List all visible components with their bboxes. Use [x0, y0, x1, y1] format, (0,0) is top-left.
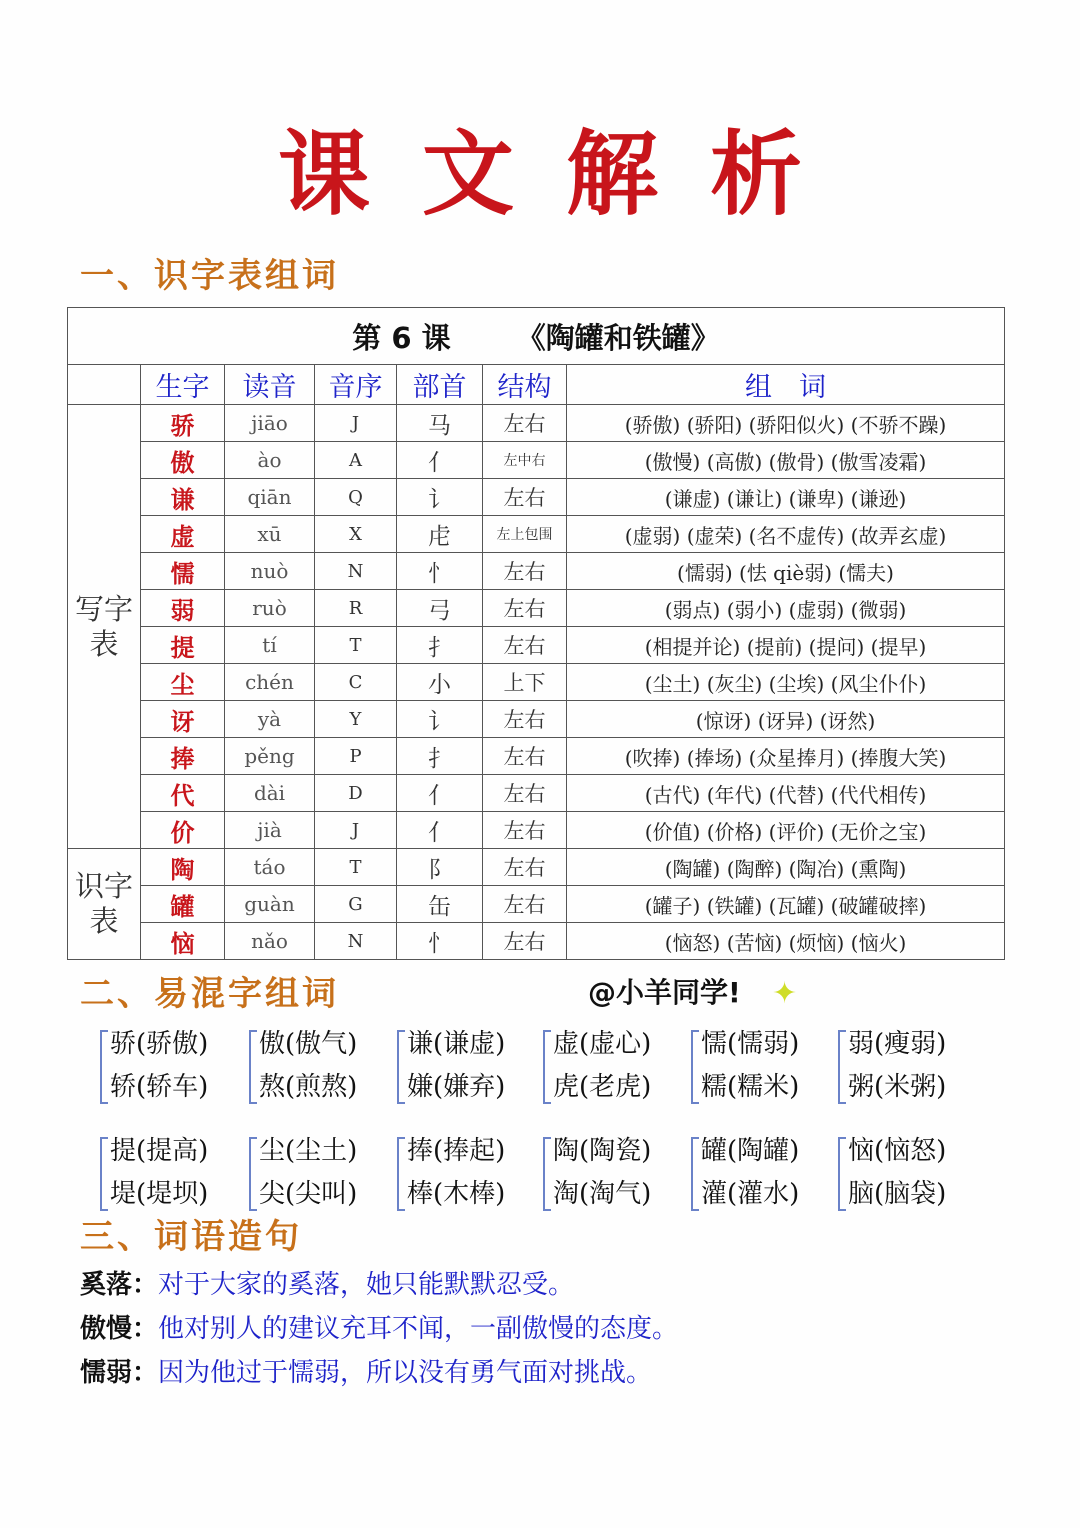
sentence-item — [80, 1353, 652, 1393]
cell-words: (尘土) (灰尘) (尘埃) (风尘仆仆) — [567, 664, 1005, 701]
sentence-text: 对于大家的奚落，她只能默默忍受。 — [158, 1270, 575, 1300]
header-structure: 结构 — [483, 365, 567, 405]
cell-order: P — [315, 738, 397, 775]
cell-char: 罐 — [141, 886, 225, 923]
sentence-term: 懦弱： — [80, 1358, 159, 1388]
cell-order: R — [315, 590, 397, 627]
confusable-word: 傲(傲气) — [259, 1029, 358, 1059]
cell-words: (惊讶) (讶异) (讶然) — [567, 701, 1005, 738]
cell-char: 弱 — [141, 590, 225, 627]
bracket-icon — [397, 1137, 405, 1211]
table-row — [68, 442, 1005, 479]
cell-order: Y — [315, 701, 397, 738]
confusable-word: 嫌(嫌弃) — [407, 1072, 506, 1102]
table-row — [68, 812, 1005, 849]
cell-radical: 阝 — [397, 849, 483, 886]
confusable-word: 陶(陶瓷) — [553, 1136, 652, 1166]
cell-words: (相提并论) (提前) (提问) (提早) — [567, 627, 1005, 664]
cell-order: J — [315, 812, 397, 849]
confusable-word: 棒(木棒) — [407, 1179, 506, 1209]
lesson-number: 第 6 课 — [352, 320, 451, 355]
table-row — [68, 738, 1005, 775]
cell-pinyin: táo — [225, 849, 315, 886]
confusable-word: 弱(瘦弱) — [848, 1029, 947, 1059]
confusable-pair — [543, 1027, 683, 1105]
cell-order: J — [315, 405, 397, 442]
row-group-label: 识字表 — [68, 849, 141, 960]
cell-pinyin: pěng — [225, 738, 315, 775]
cell-radical: 讠 — [397, 479, 483, 516]
bracket-icon — [691, 1030, 699, 1104]
bracket-icon — [249, 1137, 257, 1211]
confusable-pair — [691, 1027, 831, 1105]
sentence-item — [80, 1309, 678, 1349]
cell-radical: 忄 — [397, 923, 483, 960]
cell-pinyin: jià — [225, 812, 315, 849]
table-row — [68, 923, 1005, 960]
confusable-word: 堤(堤坝) — [110, 1179, 209, 1209]
table-row — [68, 849, 1005, 886]
cell-order: T — [315, 627, 397, 664]
cell-char: 谦 — [141, 479, 225, 516]
cell-pinyin: dài — [225, 775, 315, 812]
confusable-pair — [397, 1027, 537, 1105]
cell-words: (傲慢) (高傲) (傲骨) (傲雪凌霜) — [567, 442, 1005, 479]
confusable-word: 骄(骄傲) — [110, 1029, 209, 1059]
cell-pinyin: nuò — [225, 553, 315, 590]
author-handle: @小羊同学! — [588, 976, 741, 1009]
sentence-text: 因为他过于懦弱，所以没有勇气面对挑战。 — [158, 1358, 653, 1388]
cell-char: 懦 — [141, 553, 225, 590]
cell-char: 尘 — [141, 664, 225, 701]
cell-radical: 扌 — [397, 738, 483, 775]
cell-char: 虚 — [141, 516, 225, 553]
bracket-icon — [543, 1030, 551, 1104]
confusable-word: 谦(谦虚) — [407, 1029, 506, 1059]
cell-radical: 弓 — [397, 590, 483, 627]
cell-char: 骄 — [141, 405, 225, 442]
cell-pinyin: guàn — [225, 886, 315, 923]
cell-char: 讶 — [141, 701, 225, 738]
confusable-word: 尖(尖叫) — [259, 1179, 358, 1209]
cell-structure: 上下 — [483, 664, 567, 701]
confusable-word: 糯(糯米) — [701, 1072, 800, 1102]
cell-structure: 左右 — [483, 701, 567, 738]
cell-words: (虚弱) (虚荣) (名不虚传) (故弄玄虚) — [567, 516, 1005, 553]
header-words: 组 词 — [567, 365, 1005, 405]
confusable-word: 虎(老虎) — [553, 1072, 652, 1102]
page-title: 课文解析 — [277, 120, 854, 228]
confusable-word: 粥(米粥) — [848, 1072, 947, 1102]
cell-char: 恼 — [141, 923, 225, 960]
table-row — [68, 627, 1005, 664]
confusable-word: 灌(灌水) — [701, 1179, 800, 1209]
cell-words: (吹捧) (捧场) (众星捧月) (捧腹大笑) — [567, 738, 1005, 775]
confusable-word: 淘(淘气) — [553, 1179, 652, 1209]
header-char: 生字 — [141, 365, 225, 405]
cell-char: 傲 — [141, 442, 225, 479]
table-row — [68, 701, 1005, 738]
confusable-pair — [543, 1134, 683, 1212]
section-heading-sentences: 三、词语造句 — [80, 1217, 302, 1257]
confusable-pair — [249, 1134, 389, 1212]
cell-structure: 左上包围 — [483, 516, 567, 553]
cell-structure: 左右 — [483, 886, 567, 923]
cell-structure: 左右 — [483, 849, 567, 886]
confusable-pair — [100, 1134, 240, 1212]
sentence-item — [80, 1265, 574, 1305]
cell-char: 捧 — [141, 738, 225, 775]
table-row — [68, 405, 1005, 442]
cell-pinyin: yà — [225, 701, 315, 738]
confusable-word: 轿(轿车) — [110, 1072, 209, 1102]
section-heading-vocabulary: 一、识字表组词 — [80, 256, 339, 296]
cell-char: 提 — [141, 627, 225, 664]
cell-order: Q — [315, 479, 397, 516]
cell-structure: 左右 — [483, 405, 567, 442]
cell-structure: 左右 — [483, 590, 567, 627]
table-row — [68, 775, 1005, 812]
confusable-word: 捧(捧起) — [407, 1136, 506, 1166]
cell-pinyin: ruò — [225, 590, 315, 627]
cell-structure: 左右 — [483, 738, 567, 775]
lesson-title-cell — [68, 308, 1005, 365]
confusable-word: 熬(煎熬) — [259, 1072, 358, 1102]
header-order: 音序 — [315, 365, 397, 405]
bracket-icon — [691, 1137, 699, 1211]
cell-order: N — [315, 553, 397, 590]
cell-pinyin: xū — [225, 516, 315, 553]
cell-words: (懦弱) (怯 qiè弱) (懦夫) — [567, 553, 1005, 590]
confusable-word: 懦(懦弱) — [701, 1029, 800, 1059]
cell-structure: 左右 — [483, 627, 567, 664]
cell-radical: 讠 — [397, 701, 483, 738]
cell-pinyin: tí — [225, 627, 315, 664]
bracket-icon — [838, 1030, 846, 1104]
cell-pinyin: nǎo — [225, 923, 315, 960]
sentence-term: 奚落： — [80, 1270, 159, 1300]
section-heading-confusables: 二、易混字组词 — [80, 974, 339, 1014]
cell-structure: 左中右 — [483, 442, 567, 479]
cell-radical: 扌 — [397, 627, 483, 664]
cell-radical: 亻 — [397, 812, 483, 849]
cell-order: A — [315, 442, 397, 479]
cell-structure: 左右 — [483, 479, 567, 516]
table-row — [68, 886, 1005, 923]
confusable-word: 提(提高) — [110, 1136, 209, 1166]
cell-structure: 左右 — [483, 812, 567, 849]
cell-order: C — [315, 664, 397, 701]
cell-order: D — [315, 775, 397, 812]
table-row — [68, 479, 1005, 516]
cell-words: (骄傲) (骄阳) (骄阳似火) (不骄不躁) — [567, 405, 1005, 442]
sentence-text: 他对别人的建议充耳不闻，一副傲慢的态度。 — [158, 1314, 679, 1344]
confusable-pair — [249, 1027, 389, 1105]
cell-pinyin: jiāo — [225, 405, 315, 442]
cell-structure: 左右 — [483, 923, 567, 960]
table-row — [68, 553, 1005, 590]
cell-char: 价 — [141, 812, 225, 849]
cell-words: (古代) (年代) (代替) (代代相传) — [567, 775, 1005, 812]
cell-order: G — [315, 886, 397, 923]
cell-radical: 小 — [397, 664, 483, 701]
bracket-icon — [100, 1137, 108, 1211]
cell-order: X — [315, 516, 397, 553]
header-pinyin: 读音 — [225, 365, 315, 405]
cell-order: T — [315, 849, 397, 886]
bracket-icon — [249, 1030, 257, 1104]
cell-words: (罐子) (铁罐) (瓦罐) (破罐破摔) — [567, 886, 1005, 923]
confusable-pair — [100, 1027, 240, 1105]
confusable-word: 虚(虚心) — [553, 1029, 652, 1059]
table-row — [68, 516, 1005, 553]
cell-radical: 虍 — [397, 516, 483, 553]
sentence-term: 傲慢： — [80, 1314, 159, 1344]
cell-radical: 亻 — [397, 775, 483, 812]
cell-structure: 左右 — [483, 775, 567, 812]
row-group-label: 写字表 — [68, 405, 141, 849]
confusable-pair — [838, 1134, 978, 1212]
cell-radical: 缶 — [397, 886, 483, 923]
cell-pinyin: chén — [225, 664, 315, 701]
bracket-icon — [838, 1137, 846, 1211]
bracket-icon — [397, 1030, 405, 1104]
sparkle-icon: ✦ — [772, 976, 798, 1011]
cell-words: (价值) (价格) (评价) (无价之宝) — [567, 812, 1005, 849]
group-header — [68, 365, 141, 405]
cell-words: (弱点) (弱小) (虚弱) (微弱) — [567, 590, 1005, 627]
lesson-title: 《陶罐和铁罐》 — [516, 320, 720, 355]
cell-pinyin: ào — [225, 442, 315, 479]
cell-radical: 忄 — [397, 553, 483, 590]
cell-char: 代 — [141, 775, 225, 812]
bracket-icon — [543, 1137, 551, 1211]
cell-pinyin: qiān — [225, 479, 315, 516]
cell-words: (谦虚) (谦让) (谦卑) (谦逊) — [567, 479, 1005, 516]
confusable-word: 尘(尘土) — [259, 1136, 358, 1166]
table-row — [68, 590, 1005, 627]
bracket-icon — [100, 1030, 108, 1104]
cell-radical: 亻 — [397, 442, 483, 479]
cell-words: (陶罐) (陶醉) (陶冶) (熏陶) — [567, 849, 1005, 886]
confusable-pair — [838, 1027, 978, 1105]
confusable-pair — [691, 1134, 831, 1212]
header-radical: 部首 — [397, 365, 483, 405]
vocabulary-table — [67, 307, 1005, 960]
cell-char: 陶 — [141, 849, 225, 886]
confusable-word: 恼(恼怒) — [848, 1136, 947, 1166]
confusable-pair — [397, 1134, 537, 1212]
table-row — [68, 664, 1005, 701]
cell-structure: 左右 — [483, 553, 567, 590]
cell-radical: 马 — [397, 405, 483, 442]
confusable-word: 罐(陶罐) — [701, 1136, 800, 1166]
cell-words: (恼怒) (苦恼) (烦恼) (恼火) — [567, 923, 1005, 960]
confusable-word: 脑(脑袋) — [848, 1179, 947, 1209]
cell-order: N — [315, 923, 397, 960]
